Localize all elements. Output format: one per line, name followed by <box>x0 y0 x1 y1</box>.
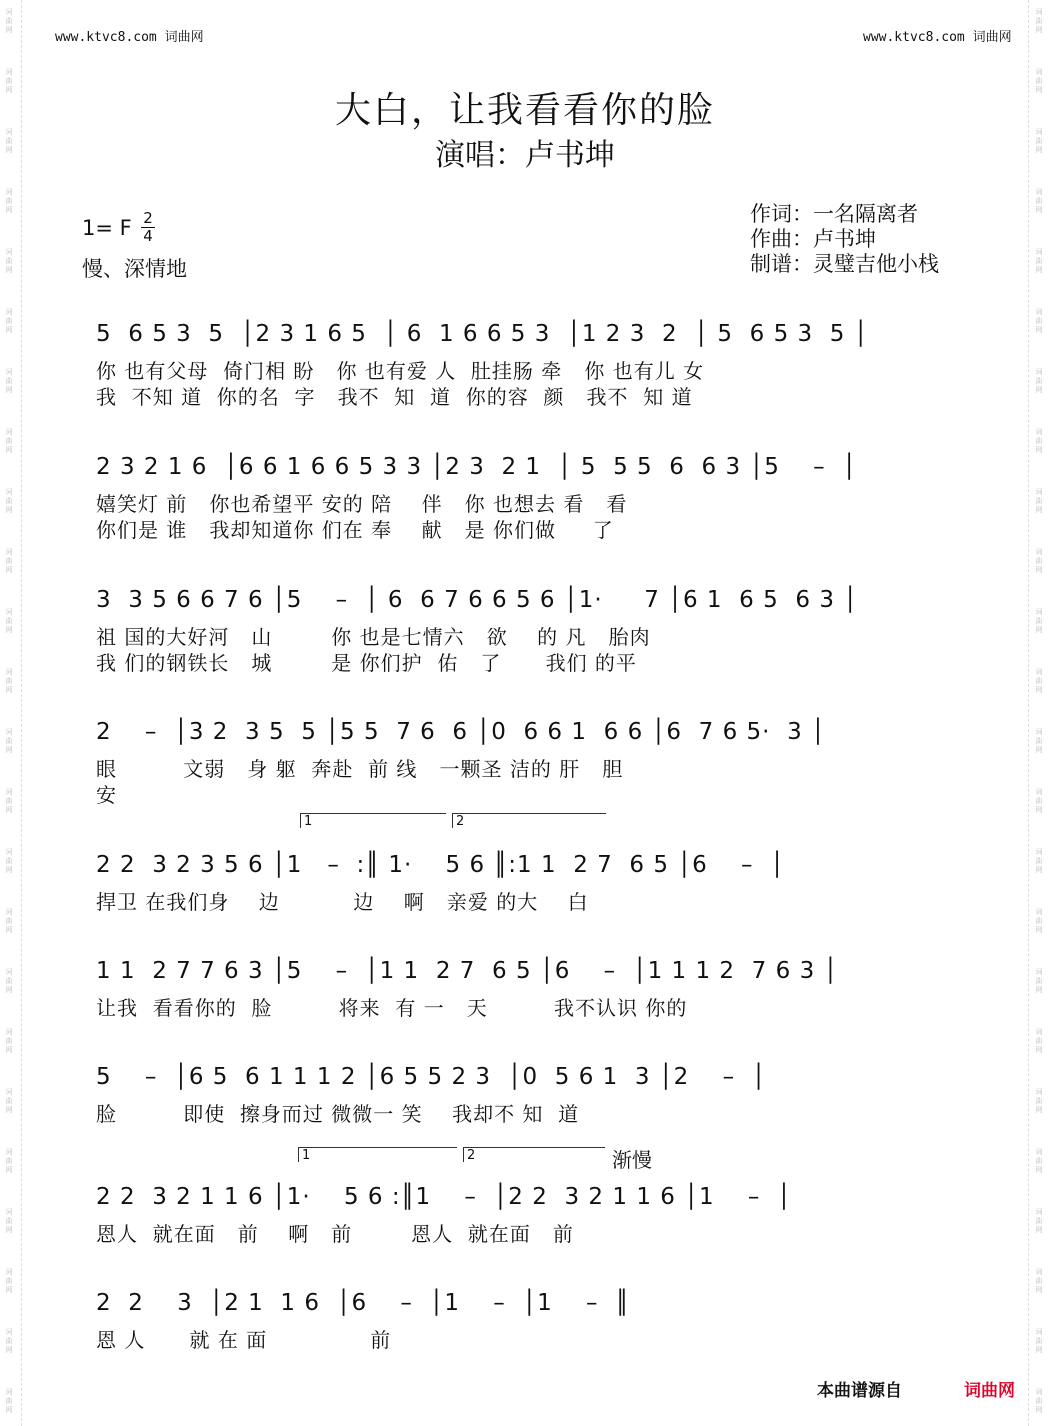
tempo-marking: 慢、深情地 <box>82 257 187 281</box>
side-watermark-text: 词曲网 <box>1035 1388 1043 1414</box>
side-watermark-text: 词曲网 <box>1035 368 1043 394</box>
singer-line: 演唱：卢书坤 <box>435 138 615 173</box>
source-label: 本曲谱源自 <box>817 1381 902 1401</box>
ritardando-marking: 渐慢 <box>612 1148 652 1172</box>
notation-line: 2 3 2 1 6 │6 6 1 6 6 5 3 3 │2 3 2 1 │ 5 5 5 6 6 3 │5 – │ <box>96 454 858 480</box>
lyric-line: 眼 文弱 身 躯 奔赴 前 线 一颗圣 洁的 肝 胆 <box>96 757 624 781</box>
side-watermark-text: 词曲网 <box>5 488 13 514</box>
side-watermark-text: 词曲网 <box>5 668 13 694</box>
volta-ending-1: 1 <box>300 813 446 828</box>
top-left-watermark: www.ktvc8.com 词曲网 <box>55 30 204 45</box>
side-watermark-text: 词曲网 <box>1035 908 1043 934</box>
notation-line: 2 2 3 │2 1 1 6 │6 – │1 – │1 – ║ <box>96 1290 631 1316</box>
notation-line: 2 2 3 2 1 1 6 │1· 5 6 :║1 – │2 2 3 2 1 1 6 │1 – │ <box>96 1184 792 1210</box>
time-signature-bottom: 4 <box>143 227 153 245</box>
side-watermark-text: 词曲网 <box>1035 1088 1043 1114</box>
side-watermark-text: 词曲网 <box>1035 308 1043 334</box>
song-title: 大白，让我看看你的脸 <box>334 90 715 131</box>
side-watermark-text: 词曲网 <box>5 248 13 274</box>
volta-ending-1: 1 <box>298 1147 457 1162</box>
lyric-line: 捍卫 在我们身 边 边 啊 亲爱 的大 白 <box>96 890 589 914</box>
lyric-line: 嬉笑灯 前 你也希望平 安的 陪 伴 你 也想去 看 看 <box>96 492 628 516</box>
side-watermark-text: 词曲网 <box>5 1208 13 1234</box>
lyric-line: 恩 人 就 在 面 前 <box>96 1328 392 1352</box>
side-watermark-text: 词曲网 <box>1035 8 1043 34</box>
composer-credit: 作曲：卢书坤 <box>750 227 876 251</box>
side-watermark-text: 词曲网 <box>5 1028 13 1054</box>
lyric-line: 我 们的钢铁长 城 是 你们护 佑 了 我们 的平 <box>96 651 637 675</box>
side-watermark-text: 词曲网 <box>5 68 13 94</box>
volta-ending-2: 2 <box>463 1147 605 1162</box>
side-watermark-text: 词曲网 <box>5 788 13 814</box>
key-signature: 1= F <box>82 216 132 240</box>
lyric-line: 祖 国的大好河 山 你 也是七情六 欲 的 凡 胎肉 <box>96 625 651 649</box>
side-watermark-text: 词曲网 <box>1035 1328 1043 1354</box>
notation-line: 2 2 3 2 3 5 6 │1 – :║ 1· 5 6 ║:1 1 2 7 6 5 │6 – │ <box>96 852 786 878</box>
side-watermark-text: 词曲网 <box>1035 428 1043 454</box>
side-watermark-text: 词曲网 <box>1035 548 1043 574</box>
side-watermark-text: 词曲网 <box>1035 128 1043 154</box>
side-watermark-text: 词曲网 <box>5 848 13 874</box>
side-watermark-text: 词曲网 <box>1035 1268 1043 1294</box>
side-watermark-text: 词曲网 <box>5 608 13 634</box>
side-watermark-text: 词曲网 <box>1035 848 1043 874</box>
side-watermark-text: 词曲网 <box>1035 968 1043 994</box>
site-logo-text[interactable]: 词曲网 <box>964 1381 1015 1401</box>
lyric-line: 安 <box>96 783 117 807</box>
lyric-line: 我 不知 道 你的名 字 我不 知 道 你的容 颜 我不 知 道 <box>96 385 693 409</box>
side-watermark-text: 词曲网 <box>1035 668 1043 694</box>
side-watermark-text: 词曲网 <box>1035 248 1043 274</box>
side-watermark-text: 词曲网 <box>1035 1028 1043 1054</box>
arranger-credit: 制谱：灵璧吉他小栈 <box>750 252 939 276</box>
side-watermark-text: 词曲网 <box>5 1088 13 1114</box>
side-watermark-text: 词曲网 <box>5 1388 13 1414</box>
lyricist-credit: 作词：一名隔离者 <box>750 202 918 226</box>
notation-line: 1 1 2 7 7 6 3 │5 – │1 1 2 7 6 5 │6 – │1 1 1 2 7 6 3 │ <box>96 958 839 984</box>
top-right-watermark: www.ktvc8.com 词曲网 <box>863 30 1012 45</box>
side-watermark-text: 词曲网 <box>5 428 13 454</box>
side-watermark-text: 词曲网 <box>5 188 13 214</box>
side-watermark-text: 词曲网 <box>1035 68 1043 94</box>
side-watermark-text: 词曲网 <box>1035 788 1043 814</box>
side-watermark-text: 词曲网 <box>5 368 13 394</box>
side-watermark-text: 词曲网 <box>1035 728 1043 754</box>
lyric-line: 你 也有父母 倚门相 盼 你 也有爱 人 肚挂肠 牵 你 也有儿 女 <box>96 359 705 383</box>
notation-line: 2 – │3 2 3 5 5 │5 5 7 6 6 │0 6 6 1 6 6 │6 7 6 5· 3 │ <box>96 719 826 745</box>
side-watermark-text: 词曲网 <box>1035 488 1043 514</box>
lyric-line: 你们是 谁 我却知道你 们在 奉 献 是 你们做 了 <box>96 518 614 542</box>
lyric-line: 脸 即使 擦身而过 微微一 笑 我却不 知 道 <box>96 1102 580 1126</box>
lyric-line: 恩人 就在面 前 啊 前 恩人 就在面 前 <box>96 1222 574 1246</box>
side-watermark-text: 词曲网 <box>1035 188 1043 214</box>
notation-line: 5 6 5 3 5 │2 3 1 6 5 │ 6 1 6 6 5 3 │1 2 3 2 │ 5 6 5 3 5 │ <box>96 321 869 347</box>
side-watermark-text: 词曲网 <box>1035 608 1043 634</box>
time-signature-top: 2 <box>143 209 153 227</box>
side-watermark-text: 词曲网 <box>5 908 13 934</box>
side-watermark-text: 词曲网 <box>1035 1208 1043 1234</box>
side-watermark-text: 词曲网 <box>5 1148 13 1174</box>
side-watermark-text: 词曲网 <box>5 128 13 154</box>
side-watermark-text: 词曲网 <box>5 8 13 34</box>
side-watermark-text: 词曲网 <box>5 968 13 994</box>
notation-line: 3 3 5 6 6 7 6 │5 – │ 6 6 7 6 6 5 6 │1· 7 │6 1 6 5 6 3 │ <box>96 587 859 613</box>
side-watermark-text: 词曲网 <box>1035 1148 1043 1174</box>
volta-ending-2: 2 <box>452 813 606 828</box>
notation-line: 5 – │6 5 6 1 1 1 2 │6 5 5 2 3 │0 5 6 1 3 │2 – │ <box>96 1064 767 1090</box>
side-watermark-text: 词曲网 <box>5 1268 13 1294</box>
lyric-line: 让我 看看你的 脸 将来 有 一 天 我不认识 你的 <box>96 996 688 1020</box>
side-watermark-text: 词曲网 <box>5 1328 13 1354</box>
side-watermark-text: 词曲网 <box>5 308 13 334</box>
side-watermark-text: 词曲网 <box>5 728 13 754</box>
side-watermark-text: 词曲网 <box>5 548 13 574</box>
